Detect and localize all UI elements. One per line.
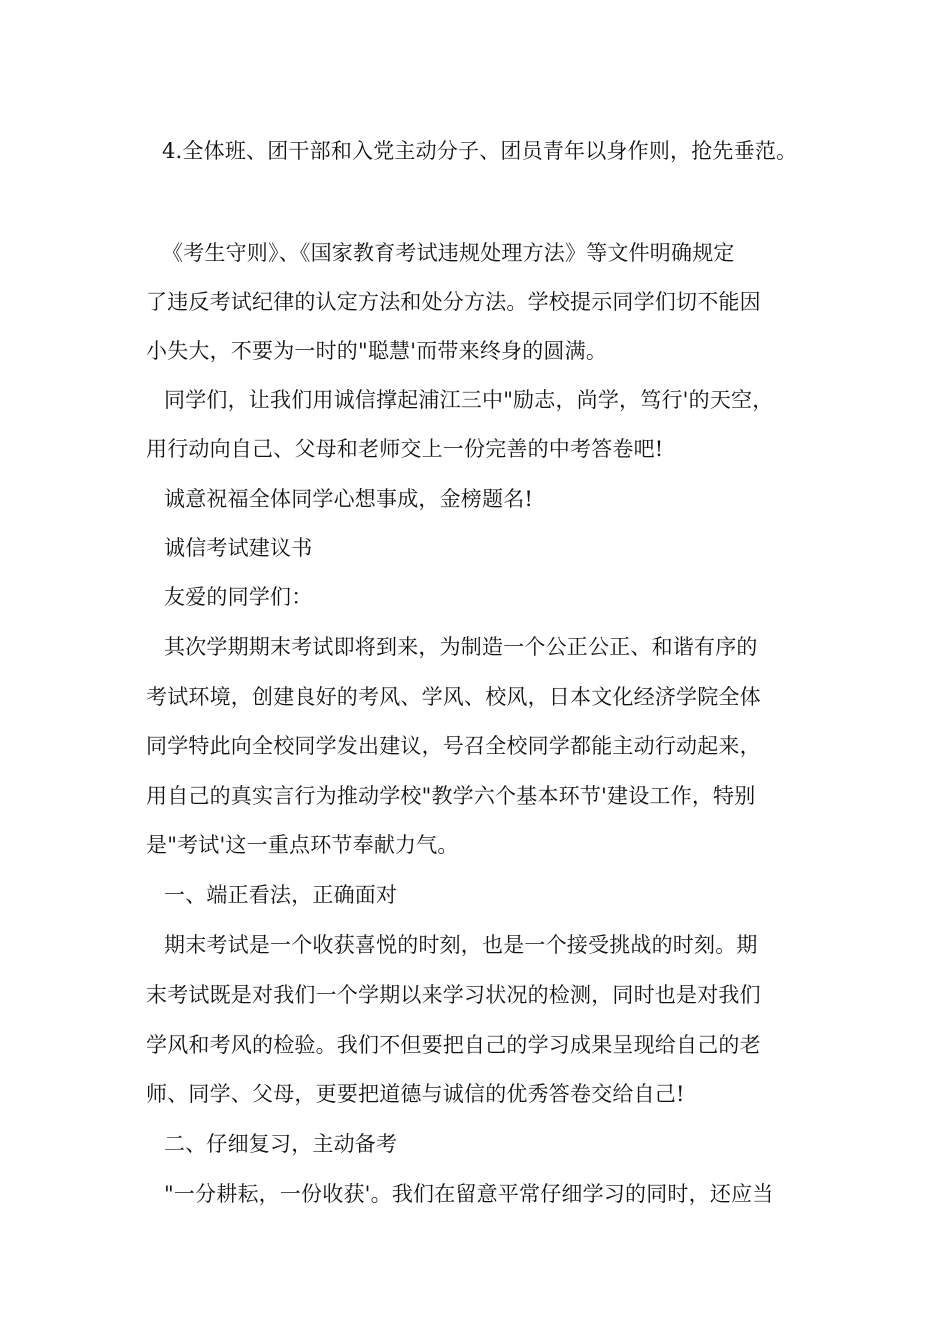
text-line: 其次学期期末考试即将到来，为制造一个公正公正、和谐有序的 [164,635,758,659]
section-title: 诚信考试建议书 [164,536,313,560]
text-line: 诚意祝福全体同学心想事成，金榜题名! [164,487,534,511]
text-line: 用自己的真实言行为推动学校"教学六个基本环节'建设工作，特别 [146,784,756,808]
text-line: 同学特此向全校同学发出建议，号召全校同学都能主动行动起来， [146,734,761,758]
text-line: 了违反考试纪律的认定方法和处分方法。学校提示同学们切不能因 [146,290,761,314]
section-heading: 一、端正看法，正确面对 [164,883,398,907]
text-line: "一分耕耘，一份收获'。我们在留意平常仔细学习的同时，还应当 [164,1182,774,1206]
text-line: 同学们，让我们用诚信撑起浦江三中"励志，尚学，笃行'的天空， [164,388,774,412]
text-line: 学风和考风的检验。我们不但要把自己的学习成果呈现给自己的老 [146,1033,761,1057]
text-line: 考试环境，创建良好的考风、学风、校风，日本文化经济学院全体 [146,685,761,709]
text-line: 是"考试'这一重点环节奉献力气。 [146,833,459,857]
text-line: 4.全体班、团干部和入党主动分子、团员青年以身作则，抢先垂范。 [162,139,798,163]
text-line: 期末考试是一个收获喜悦的时刻，也是一个接受挑战的时刻。期 [164,933,758,957]
text-line: 用行动向自己、父母和老师交上一份完善的中考答卷吧! [146,437,664,461]
salutation: 友爱的同学们： [164,585,313,609]
section-heading: 二、仔细复习，主动备考 [164,1132,398,1156]
text-line: 师、同学、父母，更要把道德与诚信的优秀答卷交给自己! [146,1082,685,1106]
text-line: 《考生守则》、《国家教育考试违规处理方法》等文件明确规定 [162,241,735,265]
text-line: 小失大，不要为一时的"聪慧'而带来终身的圆满。 [146,339,608,363]
text-line: 末考试既是对我们一个学期以来学习状况的检测，同时也是对我们 [146,983,761,1007]
